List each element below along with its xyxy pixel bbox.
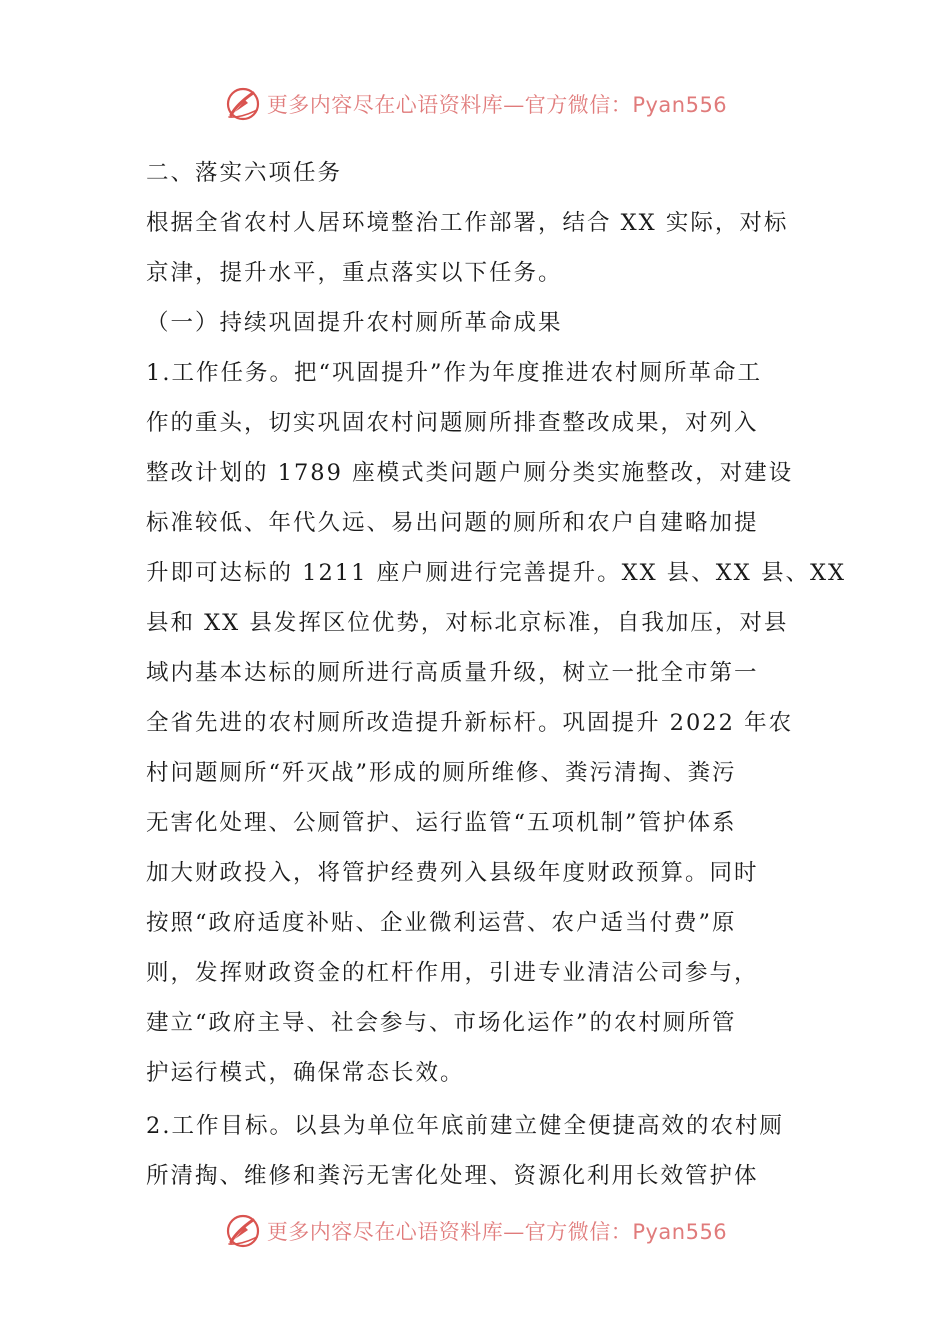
item1-line: 护运行模式，确保常态长效。 — [146, 1060, 465, 1086]
wechat-id: Pyan556 — [632, 1220, 728, 1244]
item1-line: 建立“政府主导、社会参与、市场化运作”的农村厕所管 — [146, 1010, 737, 1036]
intro-line: 京津，提升水平，重点落实以下任务。 — [146, 260, 563, 286]
item1-line: 按照“政府适度补贴、企业微利运营、农户适当付费”原 — [146, 910, 737, 936]
pen-nib-logo-icon — [223, 1211, 263, 1251]
item1-line: 县和 XX 县发挥区位优势，对标北京标准，自我加压，对县 — [146, 610, 789, 636]
item1-line: 升即可达标的 1211 座户厕进行完善提升。XX 县、XX 县、XX — [146, 560, 846, 586]
header-banner — [0, 80, 950, 128]
item1-line: 全省先进的农村厕所改造提升新标杆。巩固提升 2022 年农 — [146, 710, 794, 736]
footer-banner — [0, 1207, 950, 1255]
item1-line: 域内基本达标的厕所进行高质量升级，树立一批全市第一 — [146, 660, 759, 686]
item1-line: 村问题厕所“歼灭战”形成的厕所维修、粪污清掏、粪污 — [146, 760, 737, 786]
document-body — [146, 148, 846, 1201]
item1-line: 加大财政投入，将管护经费列入县级年度财政预算。同时 — [146, 860, 759, 886]
wechat-id: Pyan556 — [632, 93, 728, 117]
item2-line: 2.工作目标。以县为单位年底前建立健全便捷高效的农村厕 — [146, 1113, 784, 1139]
banner-text: 更多内容尽在心语资料库—官方微信：Pyan556 — [266, 93, 728, 117]
item1-line: 作的重头，切实巩固农村问题厕所排查整改成果，对列入 — [146, 410, 759, 436]
item1-line: 无害化处理、公厕管护、运行监管“五项机制”管护体系 — [146, 810, 737, 836]
item1-line: 整改计划的 1789 座模式类问题户厕分类实施整改，对建设 — [146, 460, 794, 486]
item1-line: 1.工作任务。把“巩固提升”作为年度推进农村厕所革命工 — [146, 360, 762, 386]
subsection-heading: （一）持续巩固提升农村厕所革命成果 — [146, 310, 563, 336]
item1-line: 则，发挥财政资金的杠杆作用，引进专业清洁公司参与， — [146, 960, 759, 986]
section-heading: 二、落实六项任务 — [146, 160, 343, 186]
item2-line: 所清掏、维修和粪污无害化处理、资源化利用长效管护体 — [146, 1163, 759, 1189]
intro-line: 根据全省农村人居环境整治工作部署，结合 XX 实际，对标 — [146, 210, 789, 236]
pen-nib-logo-icon — [223, 84, 263, 124]
banner-text: 更多内容尽在心语资料库—官方微信：Pyan556 — [266, 1220, 728, 1244]
item1-line: 标准较低、年代久远、易出问题的厕所和农户自建略加提 — [146, 510, 759, 536]
